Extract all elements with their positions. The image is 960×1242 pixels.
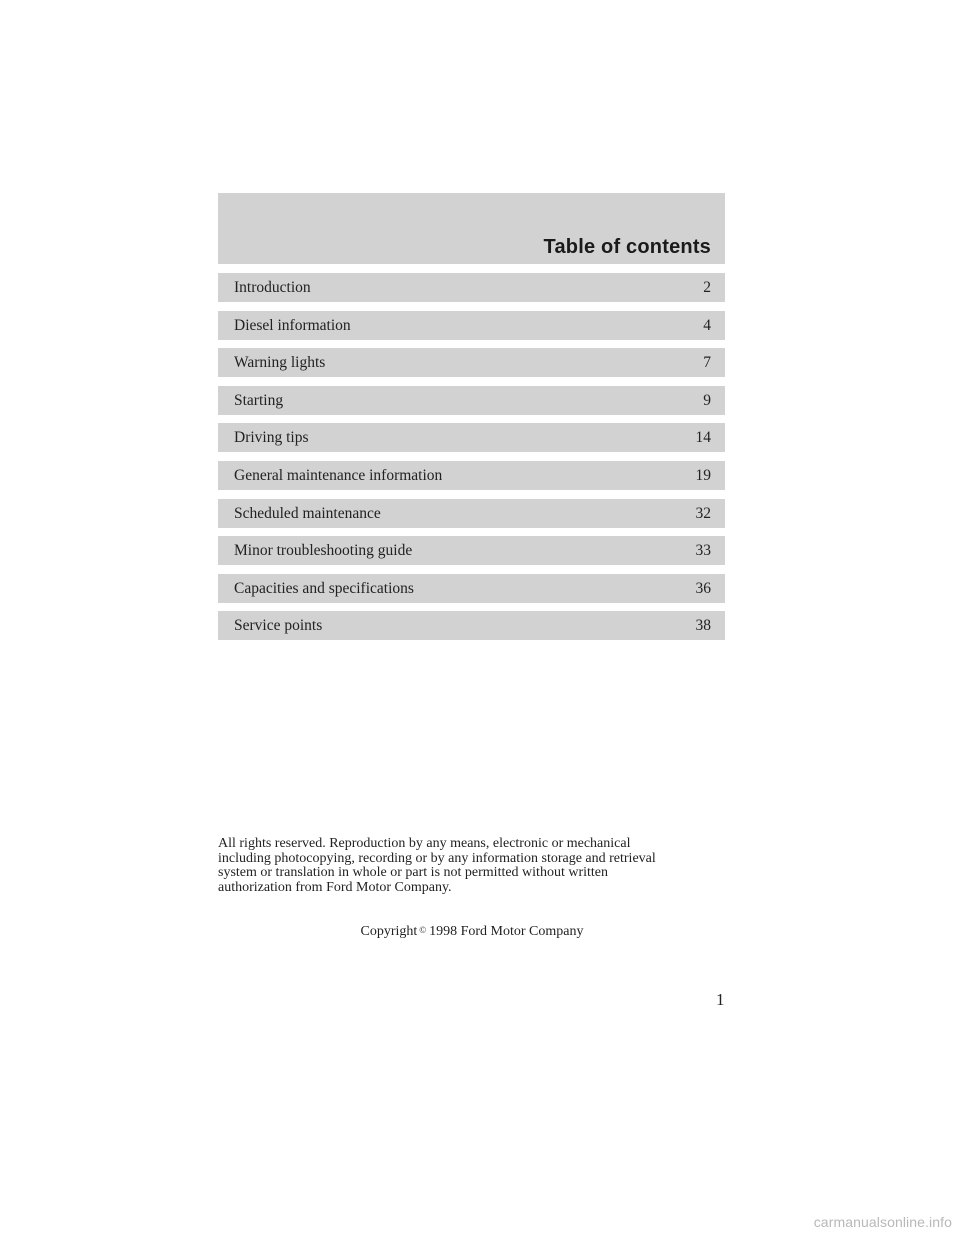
toc-item-label: Service points: [234, 617, 323, 635]
toc-item-service-points[interactable]: [218, 611, 725, 640]
toc-header-band: [218, 193, 725, 264]
toc-item-capacities-specifications[interactable]: [218, 574, 725, 603]
copyright-notice: [0, 924, 944, 940]
rights-notice: [218, 837, 718, 895]
toc-item-page: 4: [703, 316, 711, 334]
copyright-icon: ©: [419, 925, 427, 935]
toc-item-label: Warning lights: [234, 354, 326, 372]
toc-item-general-maintenance[interactable]: [218, 461, 725, 490]
page-title: Table of contents: [543, 236, 711, 258]
page-number: 1: [716, 990, 725, 1009]
toc-item-label: Diesel information: [234, 316, 351, 334]
toc-item-page: 7: [703, 354, 711, 372]
rights-line: including photocopying, recording or by any information storage and retrieval: [218, 850, 656, 866]
rights-line: All rights reserved. Reproduction by any means, electronic or mechanical: [218, 836, 631, 851]
toc-item-label: Capacities and specifications: [234, 579, 414, 597]
toc-item-warning-lights[interactable]: [218, 348, 725, 377]
toc-list: [218, 273, 725, 649]
watermark: carmanualsonline.info: [813, 1214, 952, 1230]
toc-item-label: General maintenance information: [234, 466, 443, 484]
toc-item-introduction[interactable]: [218, 273, 725, 302]
toc-item-page: 32: [695, 504, 711, 522]
toc-item-page: 33: [695, 542, 711, 560]
toc-item-label: Starting: [234, 391, 284, 409]
rights-line: authorization from Ford Motor Company.: [218, 879, 452, 895]
toc-item-page: 19: [695, 466, 711, 484]
toc-item-page: 9: [703, 391, 711, 409]
toc-item-driving-tips[interactable]: [218, 423, 725, 452]
toc-item-page: 36: [695, 579, 711, 597]
toc-item-starting[interactable]: [218, 386, 725, 415]
copyright-suffix: 1998 Ford Motor Company: [429, 924, 584, 939]
rights-line: system or translation in whole or part is not permitted without written: [218, 865, 608, 880]
toc-item-label: Minor troubleshooting guide: [234, 542, 413, 560]
toc-item-diesel-information[interactable]: [218, 311, 725, 340]
toc-item-page: 14: [695, 429, 711, 447]
toc-item-page: 2: [703, 279, 711, 296]
toc-item-page: 38: [695, 617, 711, 635]
copyright-prefix: Copyright: [360, 924, 418, 939]
toc-item-label: Driving tips: [234, 429, 309, 447]
toc-item-label: Introduction: [234, 279, 311, 296]
toc-item-label: Scheduled maintenance: [234, 504, 381, 522]
toc-item-minor-troubleshooting[interactable]: [218, 536, 725, 565]
toc-item-scheduled-maintenance[interactable]: [218, 499, 725, 528]
